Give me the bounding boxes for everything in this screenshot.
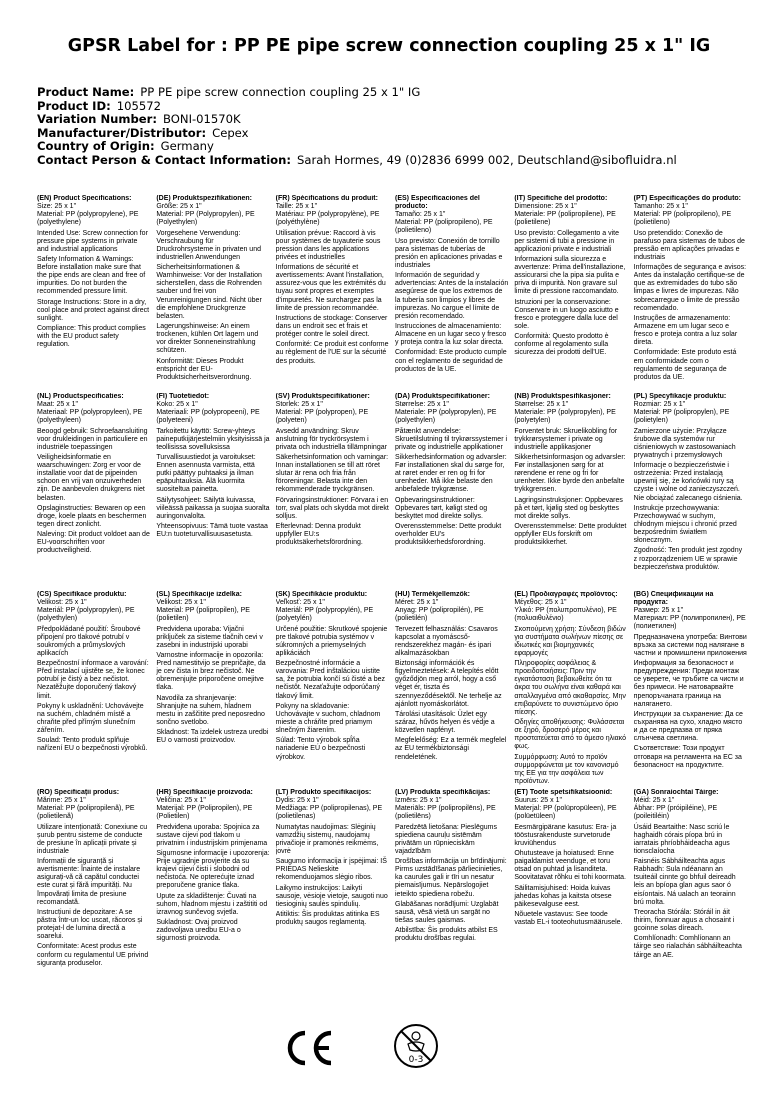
- spec-paragraph: Předpokládané použití: Šroubové připojení pro tlakové potrubí v soukromých a průmyslových aplikacích: [37, 625, 141, 657]
- spec-paragraph: Súlad: Tento výrobok spĺňa nariadenie EÚ o bezpečnosti výrobkov.: [275, 737, 366, 761]
- page-title: GPSR Label for : PP PE pipe screw connection coupling 25 x 1" IG: [67, 36, 711, 56]
- spec-paragraph: Koko: 25 x 1" Materiaali: PP (polypropeeni), PE (polyeteeni): [156, 401, 260, 425]
- language-heading: (FR) Spécifications du produit:: [275, 195, 378, 202]
- spec-paragraph: Μέγεθος: 25 x 1" Υλικό: PP (πολυπροπυλένιο), PE (πολυαιθυλένιο): [514, 599, 617, 623]
- spec-paragraph: Saugumo informacija ir įspėjimai: IŠ PRIEDAS Nelieskite rekomenduojamos slėgio ribos.: [275, 858, 387, 882]
- language-spec-block: [156, 195, 275, 393]
- spec-paragraph: Sigurnosne informacije i upozorenja: Prije ugradnje provjerite da su krajevi cijevi čisti i slobodni od nečistoća. Ne opterećujte iznad preporučene granice tlaka.: [156, 850, 270, 890]
- language-heading: (SK) Špecifikácie produktu:: [275, 591, 368, 598]
- spec-paragraph: Safety Information & Warnings: Before installation make sure that the pipe ends are clean and free of impurities. Do not burden the recommended pressure limit.: [37, 256, 146, 296]
- spec-paragraph: Информация за безопасност и предупреждения: Преди монтаж се уверете, че тръбите са чисти и без примеси. Не натоварвайте препоръчаната граница на налягането.: [633, 660, 744, 708]
- spec-paragraph: Инструкции за съхранение: Да се съхранява на сухо, хладно място и да се предпазва от пряка слънчева светлина.: [633, 710, 743, 743]
- spec-paragraph: Sicherheitsinformationen & Warnhinweise: Vor der Installation sicherstellen, dass die Rohrenden sauber und frei von Verunreinigungen sind. Nicht über die empfohlene Druckgrenze belasten.: [156, 264, 262, 320]
- spec-paragraph: Größe: 25 x 1" Material: PP (Polypropylen), PE (Polyethylen): [156, 203, 255, 227]
- info-value: Sarah Hormes, 49 (0)2836 6999 002, Deutschland@sibofluidra.nl: [297, 153, 677, 167]
- spec-paragraph: Bezpečnostné informácie a varovania: Pred inštaláciou uistite sa, že potrubia končí sú čisté a bez nečistôt. Nezaťažujte odporúčaný tlakový limit.: [275, 660, 385, 700]
- language-heading: (NB) Produktspesifikasjoner:: [514, 393, 611, 400]
- spec-paragraph: Vorgesehene Verwendung: Verschraubung für Druckrohrsysteme in privaten und industriellen Anwendungen: [156, 229, 261, 261]
- info-label: Variation Number:: [37, 113, 158, 127]
- spec-paragraph: Съответствие: Този продукт отговаря на регламента на ЕС за безопасност на продуктите.: [633, 745, 742, 769]
- spec-paragraph: Οδηγίες αποθήκευσης: Φυλάσσεται σε ξηρό, δροσερό μέρος και προστατεύεται από το άμεσο ηλιακό φως.: [514, 718, 626, 751]
- language-heading: (EN) Product Specifications:: [37, 195, 132, 202]
- spec-paragraph: Förvaringsinstruktioner: Förvara i en torr, sval plats och skydda mot direkt solljus.: [275, 496, 389, 520]
- spec-paragraph: Dimensione: 25 x 1" Materiale: PP (polipropilene), PE (polietilene): [514, 203, 616, 227]
- spec-paragraph: Rozmiar: 25 x 1" Materiał: PP (polipropylen), PE (polietylen): [633, 401, 730, 425]
- info-value: Cepex: [212, 126, 249, 140]
- spec-paragraph: Faisnéis Sábháilteachta agus Rabhadh: Sula ndéanann an tsuiteáil cinnte go bhfuil deireadh leis an bpíopa glan agus saor ó eisíontais. Ná ualach an teorainn brú molta.: [633, 858, 736, 906]
- language-heading: (DE) Produktspezifikationen:: [156, 195, 253, 202]
- spec-paragraph: Conformitate: Acest produs este conform cu regulamentul UE privind siguranța produselor.: [37, 943, 149, 967]
- spec-paragraph: Conformidade: Este produto está em conformidade com o regulamento de segurança de produtos da UE.: [633, 349, 737, 381]
- spec-paragraph: Velikost: 25 x 1" Materiál: PP (polypropylen), PE (polyethylen): [37, 599, 135, 623]
- spec-paragraph: Instrukcje przechowywania: Przechowywać w suchym, chłodnym miejscu i chronić przed bezpośrednim światłem słonecznym.: [633, 504, 737, 545]
- spec-paragraph: Informazioni sulla sicurezza e avvertenze: Prima dell'installazione, assicurarsi che la pipa sia pulita e priva di impurità. Non gravare sul limite di pressione raccomandato.: [514, 256, 626, 296]
- spec-paragraph: Forventet bruk: Skruelikobling for trykkrørsystemer i private og industrielle applikasjoner: [514, 427, 618, 451]
- spec-paragraph: Bezpečnostní informace a varování: Před instalací ujistěte se, že konec potrubí je čistý a bez nečistot. Nezatěžujte doporučený tlakový limit.: [37, 660, 149, 700]
- info-label: Country of Origin:: [37, 140, 155, 154]
- spec-paragraph: Turvallisuustiedot ja varoitukset: Ennen asennusta varmista, että putki päättyy puhtaaksi ja ilman epäpuhtauksia. Älä kuormita suositeltua painetta.: [156, 454, 256, 494]
- spec-paragraph: Påtænkt anvendelse: Skruetilslutning til trykrørssystemer i private og industrielle applikationer: [395, 427, 508, 451]
- spec-paragraph: Instruções de armazenamento: Armazene em um lugar seco e fresco e proteja contra a luz solar direta.: [633, 314, 738, 347]
- spec-paragraph: Laikymo instrukcijos: Laikyti sausoje, vėsioje vietoje, saugoti nuo tiesioginių saulės spindulių.: [275, 884, 388, 908]
- language-spec-block: [276, 195, 395, 393]
- spec-paragraph: Informacje o bezpieczeństwie i ostrzeżenia: Przed instalacją upewnij się, że końcówki rury są czyste i wolne od zanieczyszczeń. Nie obciążać zalecanego ciśnienia.: [633, 462, 743, 502]
- language-spec-block: [37, 195, 156, 393]
- info-value: Germany: [160, 140, 214, 154]
- spec-paragraph: Yhteensopivuus: Tämä tuote vastaa EU:n tuoteturvallisuusasetusta.: [156, 523, 268, 539]
- spec-paragraph: Pokyny na skladovanie: Uchovávajte v suchom, chladnom mieste a chráňte pred priamym slnečným žiarením.: [275, 702, 381, 735]
- spec-paragraph: Säilitamisjuhised: Hoida kuivas jahedas kohas ja kaitsta otsese päikesevalguse eest.: [514, 884, 612, 908]
- spec-paragraph: Navodila za shranjevanje: Shranjujte na suhem, hladnem mestu in zaščitite pred neposredno sončno svetlobo.: [156, 694, 265, 726]
- spec-paragraph: Predvidena uporaba: Vijačni priključek za sisteme tlačnih cevi v zasebni in industrijski uporabi: [156, 625, 263, 649]
- spec-paragraph: Tárolási utasítások: Üzlet egy száraz, hűvös helyen és védje a közvetlen napfényt.: [395, 710, 495, 735]
- spec-paragraph: Veličina: 25 x 1" Materijal: PP (Polipropilen), PE (Polietilen): [156, 797, 253, 821]
- spec-paragraph: Konformität: Dieses Produkt entspricht der EU-Produktsicherheitsverordnung.: [156, 357, 252, 381]
- language-spec-block: [395, 393, 514, 591]
- spec-paragraph: Beoogd gebruik: Schroefaansluiting voor drukleidingen in particuliere en industriële toepassingen: [37, 427, 148, 451]
- spec-paragraph: Предназначена употреба: Винтови връзка за системи под налягане в частни и промишлени приложения: [633, 633, 747, 657]
- language-spec-block: [514, 789, 633, 993]
- spec-paragraph: Størrelse: 25 x 1" Materiale: PP (polypropylen), PE (polyetylen): [514, 401, 616, 425]
- spec-paragraph: Veiligheidsinformatie en waarschuwingen: Zorg er voor de installatie voor dat de pijpeinden schoon en vrij van onzuiverheden zijn. De aanbevolen drukgrens niet belasten.: [37, 454, 145, 502]
- spec-paragraph: Avsedd användning: Skruv anslutning för tryckrörsystem i privata och industriella tillämpningar: [275, 427, 387, 451]
- language-spec-block: [276, 789, 395, 993]
- spec-paragraph: Glabāšanas norādījumi: Uzglabāt sausā, vēsā vietā un sargāt no tiešas saules gaismas.: [395, 900, 499, 924]
- product-id-row: [37, 100, 757, 114]
- language-spec-block: [514, 195, 633, 393]
- spec-paragraph: Paredzētā lietošana: Pieslēgums spiediena cauruļu sistēmām privātām un rūpnieciskām vajadzībām: [395, 823, 497, 855]
- spec-paragraph: Drošības informācija un brīdinājumi: Pirms uzstādīšanas pārliecinieties, ka caurules gali ir tīri un nesatur piemaisījumus. Nepārslogojiet ieteikto spiediena robežu.: [395, 858, 507, 898]
- info-label: Manufacturer/Distributor:: [37, 126, 207, 140]
- product-name-row: [37, 86, 757, 100]
- spec-paragraph: Σκοπούμενη χρήση: Σύνδεση βιδών για συστήματα σωλήνων πίεσης σε ιδιωτικές και βιομηχανικές εφαρμογές: [514, 625, 626, 657]
- spec-paragraph: Informații de siguranță și avertismente: Înainte de instalare asigurați-vă că capătul conductei este curat și fără impurități. Nu împovărați limita de presiune recomandată.: [37, 858, 141, 906]
- language-heading: (DA) Produktspecifikationer:: [395, 393, 490, 400]
- language-heading: (HU) Termékjellemzők:: [395, 591, 470, 598]
- spec-paragraph: Pokyny k uskladnění: Uchovávejte na suchém, chladném místě a chraňte před přímým slunečním zářením.: [37, 702, 144, 735]
- spec-paragraph: Informações de segurança e avisos: Antes da instalação certifique-se de que as extremidades do tubo são limpas e livres de impurezas. Não sobrecarregue o limite de pressão recomendado.: [633, 264, 747, 312]
- language-spec-block: [395, 591, 514, 789]
- spec-paragraph: Conformità: Questo prodotto è conforme al regolamento sulla sicurezza dei prodotti dell'UE.: [514, 333, 609, 357]
- age-range-label: 0-3: [408, 1055, 424, 1065]
- spec-paragraph: Biztonsági információk és figyelmeztetések: A telepítés előtt győződjön meg arról, hogy a cső véget ér, tiszta és szennyeződésektől. Ne terhelje az ajánlott nyomáskorlátot.: [395, 660, 502, 708]
- language-heading: (BG) Спецификации на продукта:: [633, 591, 714, 607]
- spec-paragraph: Suurus: 25 x 1" Materjal: PP (polüpropüleen), PE (polüetüleen): [514, 797, 617, 821]
- spec-paragraph: Dydis: 25 x 1" Medžiaga: PP (polipropilenas), PE (polietilenas): [275, 797, 383, 821]
- spec-paragraph: Tervezett felhasználás: Csavaros kapcsolat a nyomáscső-rendszerekhez magán- és ipari alkalmazásokban: [395, 625, 498, 657]
- spec-paragraph: Lagerungshinweise: An einem trockenen, kühlen Ort lagern und vor direkter Sonneneinstrahlung schützen.: [156, 322, 259, 355]
- language-heading: (IT) Specifiche del prodotto:: [514, 195, 608, 202]
- spec-paragraph: Istruzioni per la conservazione: Conservare in un luogo asciutto e fresco e proteggere dalla luce del sole.: [514, 298, 619, 330]
- language-spec-block: [395, 789, 514, 993]
- spec-paragraph: Upute za skladištenje: Čuvati na suhom, hladnom mjestu i zaštititi od izravnog sunčevog svjetla.: [156, 892, 268, 916]
- spec-paragraph: Treoracha Stórála: Stóráil in áit thirim, fionnuar agus a chosaint i gcoinne solas díreach.: [633, 908, 735, 933]
- spec-paragraph: Instrucciones de almacenamiento: Almacene en un lugar seco y fresco y proteja contra la luz solar directa.: [395, 322, 507, 347]
- spec-paragraph: Méid: 25 x 1" Ábhar: PP (próipiléine), PE (poileitiléin): [633, 797, 718, 821]
- spec-paragraph: Ohutusteave ja hoiatused: Enne paigaldamist veenduge, et toru otsad on puhtad ja lisanditeta. Soovitatavat rõhku ei tohi koormata.: [514, 850, 626, 882]
- spec-paragraph: Zamierzone użycie: Przyłącze śrubowe dla systemów rur ciśnieniowych w zastosowaniach prywatnych i przemysłowych: [633, 427, 736, 459]
- spec-paragraph: Predviđena uporaba: Spojnica za sustave cijevi pod tlakom u privatnim i industrijskim primjenama: [156, 823, 268, 847]
- language-spec-block: [395, 195, 514, 393]
- language-heading: (HR) Specifikacije proizvoda:: [156, 789, 253, 796]
- spec-paragraph: Opslaginstructies: Bewaren op een droge, koele plaats en beschermen tegen direct zonlicht.: [37, 504, 147, 528]
- language-heading: (PL) Specyfikacje produktu:: [633, 393, 727, 400]
- info-label: Contact Person & Contact Information:: [37, 153, 292, 167]
- spec-paragraph: Sikkerhetsinformasjon og advarsler: Før installasjonen sørg for at rørendene er rene og fri for urenheter. Ikke byrde den anbefalte trykkgrensen.: [514, 454, 626, 494]
- spec-paragraph: Taille: 25 x 1" Matériau: PP (polypropylène), PE (polyéthylène): [275, 203, 380, 227]
- info-value: BONI-01570K: [163, 113, 241, 127]
- spec-paragraph: Nõuetele vastavus: See toode vastab EL-i tooteohutusmäärusele.: [514, 911, 623, 927]
- language-spec-block: [276, 393, 395, 591]
- language-heading: (RO) Specificații produs:: [37, 789, 120, 796]
- spec-paragraph: Izmērs: 25 x 1" Materiāls: PP (polipropilēns), PE (polietilēns): [395, 797, 496, 821]
- spec-paragraph: Uso previsto: Conexión de tornillo para sistemas de tuberías de presión en aplicaciones privadas e industriales: [395, 237, 503, 269]
- ce-mark-icon: [283, 1030, 335, 1066]
- spec-paragraph: Säilytysohjeet: Säilytä kuivassa, viileässä paikassa ja suojaa suoralta auringonvalolta.: [156, 496, 270, 520]
- variation-number-row: [37, 113, 757, 127]
- spec-paragraph: Uso previsto: Collegamento a vite per sistemi di tubi a pressione in applicazioni private e industriali: [514, 229, 619, 253]
- language-spec-block: [634, 195, 753, 393]
- spec-paragraph: Opbevaringsinstruktioner: Opbevares tørt, køligt sted og beskyttet mod direkte sollys.: [395, 496, 488, 520]
- language-spec-grid: [37, 195, 753, 993]
- spec-paragraph: Lagringsinstruksjoner: Oppbevares på et tørt, kjølig sted og beskyttes mot direkte sollys.: [514, 496, 623, 520]
- spec-paragraph: Méret: 25 x 1" Anyag: PP (polipropilén), PE (polietilén): [395, 599, 484, 623]
- spec-paragraph: Tamaño: 25 x 1" Material: PP (polipropileno), PE (polietileno): [395, 211, 493, 235]
- spec-paragraph: Informations de sécurité et avertissements: Avant l'installation, assurez-vous que les extrémités du tuyau sont propres et exemptes d'impuretés. Ne surchargez pas la limite de pression recommandée.: [275, 264, 386, 312]
- spec-paragraph: Mărime: 25 x 1" Material: PP (polipropilenă), PE (polietilenă): [37, 797, 135, 821]
- country-row: [37, 140, 757, 154]
- language-heading: (ET) Toote spetsifikatsioonid:: [514, 789, 613, 796]
- spec-paragraph: Maat: 25 x 1" Materiaal: PP (polypropyleen), PE (polyethyleen): [37, 401, 143, 425]
- language-spec-block: [634, 591, 753, 789]
- spec-paragraph: Comhlíonadh: Comhlíonann an táirge seo rialachán sábháilteachta táirge an AE.: [633, 935, 742, 959]
- spec-paragraph: Velikost: 25 x 1" Material: PP (polipropilen), PE (polietilen): [156, 599, 250, 623]
- spec-paragraph: Veľkosť: 25 x 1" Materiál: PP (polypropylén), PE (polyetylén): [275, 599, 374, 623]
- language-heading: (CS) Specifikace produktu:: [37, 591, 127, 598]
- spec-paragraph: Instructions de stockage: Conserver dans un endroit sec et frais et protéger contre le soleil direct.: [275, 314, 388, 339]
- spec-paragraph: Sukladnost: Ovaj proizvod zadovoljava uredbu EU-a o sigurnosti proizvoda.: [156, 919, 241, 943]
- language-heading: (LV) Produkta specifikācijas:: [395, 789, 491, 796]
- spec-paragraph: Eesmärgipärane kasutus: Era- ja tööstusrakenduste survetorude kruviühendus: [514, 823, 617, 847]
- spec-paragraph: Intended Use: Screw connection for pressure pipe systems in private and industrial applications: [37, 229, 148, 253]
- spec-paragraph: Størrelse: 25 x 1" Materiale: PP (polypropylen), PE (polyethylen): [395, 401, 497, 425]
- spec-paragraph: Utilizare intenționată: Conexiune cu șurub pentru sisteme de conducte de presiune în aplicații private și industriale: [37, 823, 148, 855]
- language-heading: (GA) Sonraíochtaí Táirge:: [633, 789, 719, 796]
- language-heading: (LT) Produkto specifikacijos:: [275, 789, 372, 796]
- language-heading: (EL) Προδιαγραφές προϊόντος:: [514, 591, 618, 598]
- language-heading: (SL) Specifikacije izdelka:: [156, 591, 242, 598]
- language-heading: (FI) Tuotetiedot:: [156, 393, 210, 400]
- spec-paragraph: Tamanho: 25 x 1" Material: PP (polipropileno), PE (polietileno): [633, 203, 732, 227]
- language-spec-block: [634, 789, 753, 993]
- spec-paragraph: Instrucțiuni de depozitare: A se păstra într-un loc uscat, răcoros și protejat-l de lumina directă a soarelui.: [37, 908, 143, 941]
- language-spec-block: [156, 393, 275, 591]
- spec-paragraph: Conformité: Ce produit est conforme au règlement de l'UE sur la sécurité des produits.: [275, 341, 389, 365]
- spec-paragraph: Atitiktis: Šis produktas atitinka ES produktų saugos reglamentą.: [275, 911, 380, 927]
- spec-paragraph: Naleving: Dit product voldoet aan de EU-voorschriften voor productveiligheid.: [37, 531, 150, 555]
- language-spec-block: [634, 393, 753, 591]
- info-value: PP PE pipe screw connection coupling 25 x 1" IG: [140, 86, 421, 99]
- spec-paragraph: Tarkoitettu käyttö: Screw-yhteys paineputkijärjestelmiin yksityisissä ja teollisissa sovelluksissa: [156, 427, 270, 451]
- spec-paragraph: Uso pretendido: Conexão de parafuso para sistemas de tubos de pressão em aplicações privadas e industriais: [633, 229, 745, 261]
- age-warning-icon: [392, 1022, 440, 1070]
- info-label: Product ID:: [37, 99, 111, 113]
- language-spec-block: [37, 393, 156, 591]
- language-spec-block: [276, 591, 395, 789]
- spec-paragraph: Conformidad: Este producto cumple con el reglamento de seguridad de productos de la UE.: [395, 349, 507, 373]
- language-spec-block: [156, 789, 275, 993]
- spec-paragraph: Efterlevnad: Denna produkt uppfyller EU:s produktsäkerhetsförordning.: [275, 523, 363, 547]
- spec-paragraph: Úsáid Beartaithe: Nasc scriú le haghaidh córais píopa brú in iarratais phríobháideacha agus tionsclaíocha: [633, 823, 730, 855]
- language-spec-block: [514, 393, 633, 591]
- language-spec-block: [156, 591, 275, 789]
- spec-paragraph: Compliance: This product complies with the EU product safety regulation.: [37, 325, 146, 349]
- language-heading: (NL) Productspecificaties:: [37, 393, 124, 400]
- spec-paragraph: Storlek: 25 x 1" Material: PP (polypropen), PE (polyeten): [275, 401, 369, 425]
- language-spec-block: [514, 591, 633, 789]
- spec-paragraph: Overensstemmelse: Dette produkt overholder EU's produktsikkerhedsforordning.: [395, 523, 502, 547]
- language-spec-block: [37, 789, 156, 993]
- spec-paragraph: Soulad: Tento produkt splňuje nařízení EU o bezpečnosti výrobků.: [37, 737, 148, 753]
- spec-paragraph: Megfelelőség: Ez a termék megfelel az EU termékbiztonsági rendeletének.: [395, 737, 507, 761]
- spec-paragraph: Säkerhetsinformation och varningar: Innan installationen se till att röret slutar är rena och fria från föroreningar. Belasta inte den rekommenderade tryckgränsen.: [275, 454, 389, 494]
- spec-paragraph: Size: 25 x 1" Material: PP (polypropylene), PE (polyethylene): [37, 203, 139, 227]
- spec-paragraph: Размер: 25 x 1" Материал: PP (полипропилен), PE (полиетилен): [633, 607, 746, 631]
- spec-paragraph: Zgodność: Ten produkt jest zgodny z rozporządzeniem UE w sprawie bezpieczeństwa produktów.: [633, 547, 743, 571]
- spec-paragraph: Určené použitie: Skrutkové spojenie pre tlakové potrubia systémov v súkromných a priemyselných aplikáciách: [275, 625, 388, 657]
- spec-paragraph: Overensstemmelse: Dette produktet oppfyller EUs forskrift om produktsikkerhet.: [514, 523, 627, 547]
- product-info: [37, 86, 757, 168]
- spec-paragraph: Información de seguridad y advertencias: Antes de la instalación asegúrese de que los extremos de la tubería son limpios y libres de impurezas. No cargue el límite de presión recomendado.: [395, 272, 509, 320]
- spec-paragraph: Συμμόρφωση: Αυτό το προϊόν συμμορφώνεται με τον κανονισμό της ΕΕ για την ασφάλεια των προϊόντων.: [514, 753, 619, 785]
- spec-paragraph: Sikkerhedsinformation og advarsler: Før installationen skal du sørge for, at røret ender er ren og fri for urenheder. Må ikke belaste den anbefalede trykgrænse.: [395, 454, 507, 494]
- spec-paragraph: Varnostne informacije in opozorila: Pred namestitvijo se prepričajte, da je cev čista in brez nečistoč. Ne obremenjujte priporočene omejitve tlaka.: [156, 652, 266, 692]
- spec-paragraph: Πληροφορίες ασφάλειας & προειδοποιήσεις: Πριν την εγκατάσταση βεβαιωθείτε ότι τα άκρα του σωλήνα είναι καθαρά και απαλλαγμένα από ακαθαρσίες. Μην επιβαρύνετε το συνιστώμενο όριο πίεσης.: [514, 660, 626, 716]
- language-heading: (PT) Especificações do produto:: [633, 195, 742, 202]
- info-value: 105572: [116, 99, 162, 113]
- language-heading: (ES) Especificaciones del producto:: [395, 195, 480, 211]
- spec-paragraph: Numatytas naudojimas: Slėginių vamzdžių sistemų, naudojamų privačioje ir pramonės reikmėms, jovrė: [275, 823, 379, 855]
- language-spec-block: [37, 591, 156, 789]
- spec-paragraph: Skladnost: Ta izdelek ustreza uredbi EU o varnosti proizvodov.: [156, 729, 269, 745]
- spec-paragraph: Utilisation prévue: Raccord à vis pour systèmes de tuyauterie sous pression dans les applications privées et industrielles: [275, 229, 381, 261]
- info-label: Product Name:: [37, 86, 135, 99]
- manufacturer-row: [37, 127, 757, 141]
- spec-paragraph: Storage Instructions: Store in a dry, cool place and protect against direct sunlight.: [37, 298, 150, 322]
- spec-paragraph: Atbilstība: Šis produkts atbilst ES produktu drošības regulai.: [395, 927, 498, 943]
- language-heading: (SV) Produktspecifikationer:: [275, 393, 370, 400]
- contact-row: [37, 154, 757, 168]
